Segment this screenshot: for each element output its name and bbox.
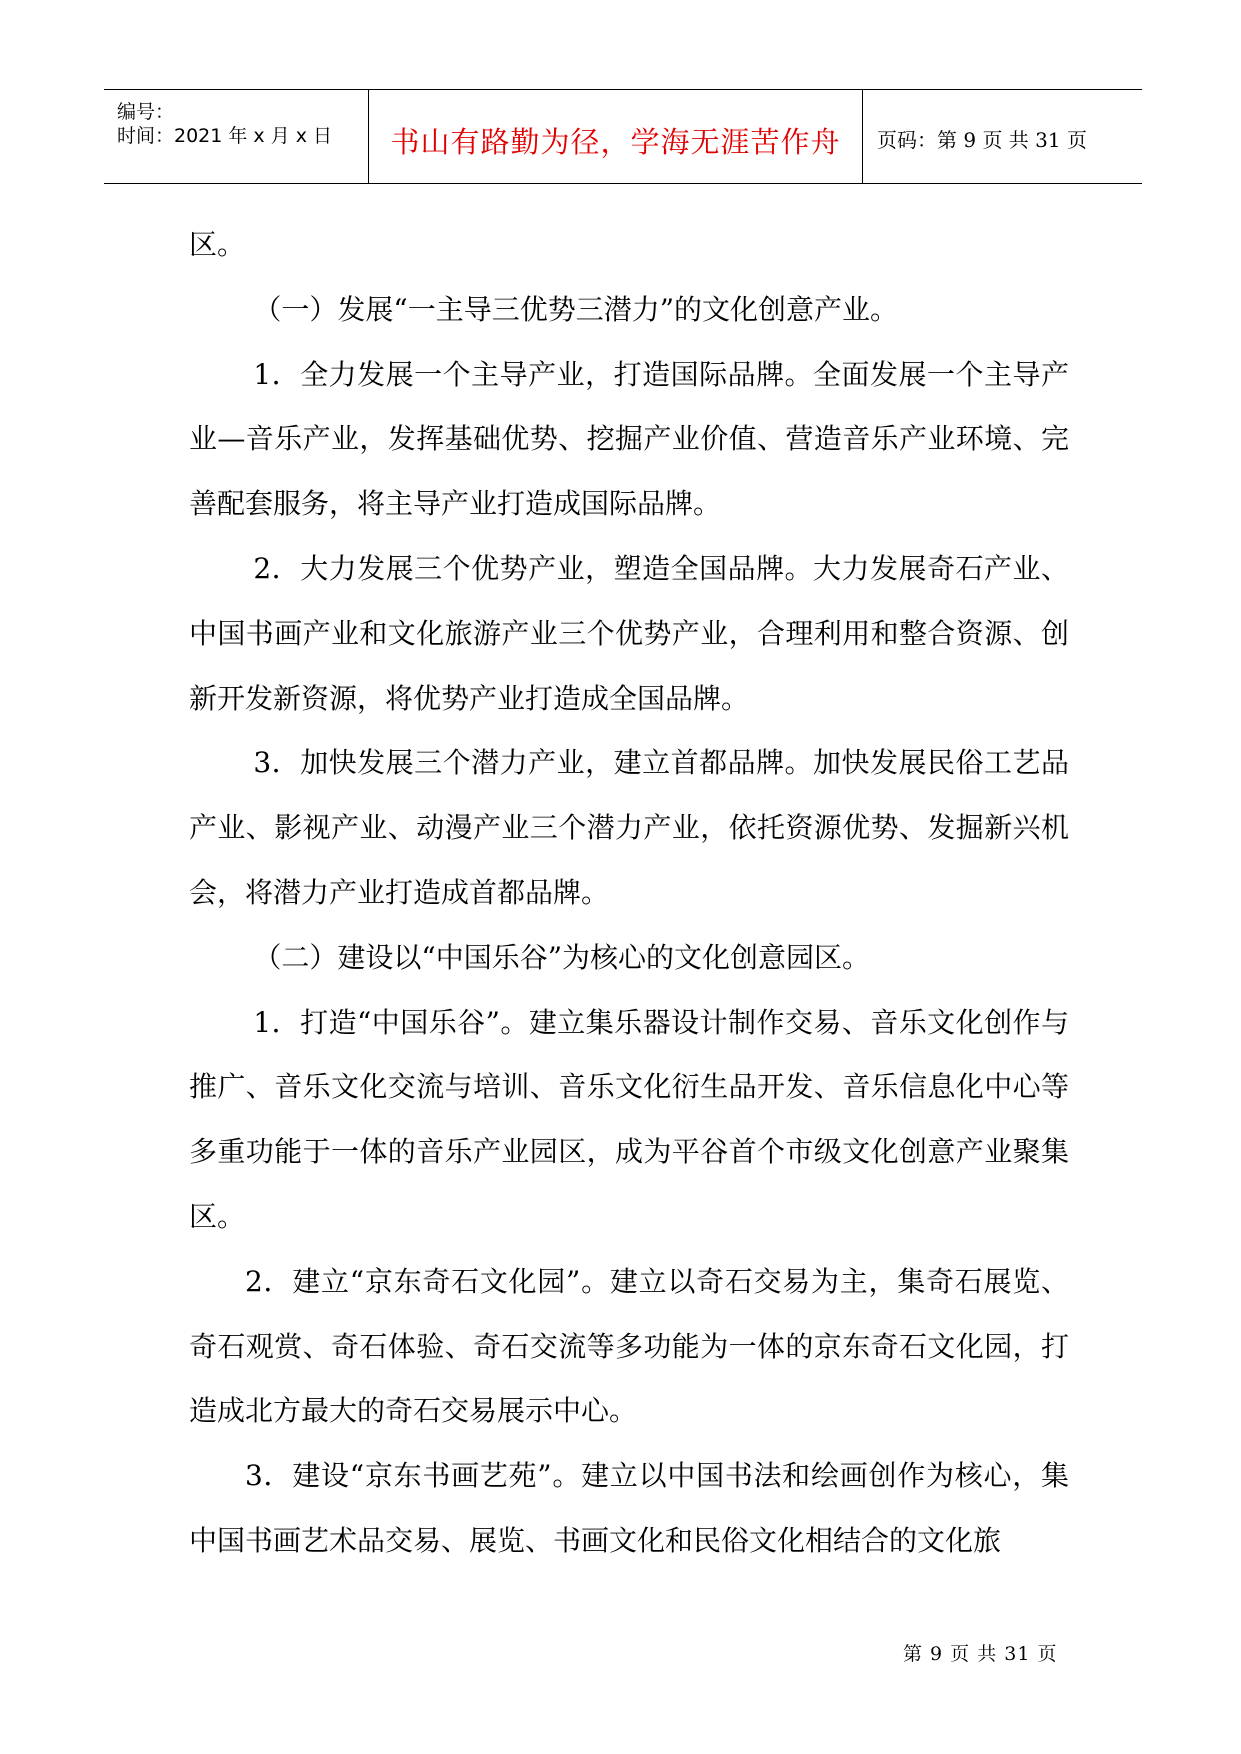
paragraph-1-1: 1．全力发展一个主导产业，打造国际品牌。全面发展一个主导产业—音乐产业，发挥基础优势、挖掘产业价值、营造音乐产业环境、完善配套服务，将主导产业打造成国际品牌。	[189, 357, 1069, 521]
section-heading-2: （二）建设以“中国乐谷”为核心的文化创意园区。	[253, 940, 871, 974]
header-motto: 书山有路勤为径，学海无涯苦作舟	[390, 125, 841, 159]
paragraph-2-2: 2．建立“京东奇石文化园”。建立以奇石交易为主，集奇石展览、奇石观赏、奇石体验、奇石交流等多功能为一体的京东奇石文化园，打造成北方最大的奇石交易展示中心。	[189, 1264, 1069, 1428]
header-meta-cell	[104, 90, 369, 183]
document-time-label: 时间：2021 年 x 月 x 日	[117, 125, 333, 147]
paragraph-1-3: 3．加快发展三个潜力产业，建立首都品牌。加快发展民俗工艺品产业、影视产业、动漫产业三个潜力产业，依托资源优势、发掘新兴机会，将潜力产业打造成首都品牌。	[189, 746, 1069, 909]
section-heading-1: （一）发展“一主导三优势三潜力”的文化创意产业。	[253, 292, 899, 326]
paragraph-continuation: 区。	[189, 228, 246, 261]
paragraph-2-3: 3．建设“京东书画艺苑”。建立以中国书法和绘画创作为核心，集中国书画艺术品交易、展览、书画文化和民俗文化相结合的文化旅	[189, 1459, 1069, 1557]
header-page-info: 页码：第 9 页 共 31 页	[877, 128, 1087, 152]
header-motto-cell	[369, 90, 863, 183]
document-body	[189, 213, 1069, 1574]
header-page-cell	[863, 90, 1142, 183]
document-number-label: 编号：	[117, 101, 175, 123]
page-header	[104, 89, 1142, 184]
paragraph-1-2: 2．大力发展三个优势产业，塑造全国品牌。大力发展奇石产业、中国书画产业和文化旅游产业三个优势产业，合理利用和整合资源、创新开发新资源，将优势产业打造成全国品牌。	[189, 551, 1069, 715]
page-footer: 第 9 页 共 31 页	[903, 1643, 1058, 1665]
paragraph-2-1: 1．打造“中国乐谷”。建立集乐器设计制作交易、音乐文化创作与推广、音乐文化交流与培训、音乐文化衍生品开发、音乐信息化中心等多重功能于一体的音乐产业园区，成为平谷首个市级文化创意产业聚集区。	[189, 1005, 1069, 1233]
